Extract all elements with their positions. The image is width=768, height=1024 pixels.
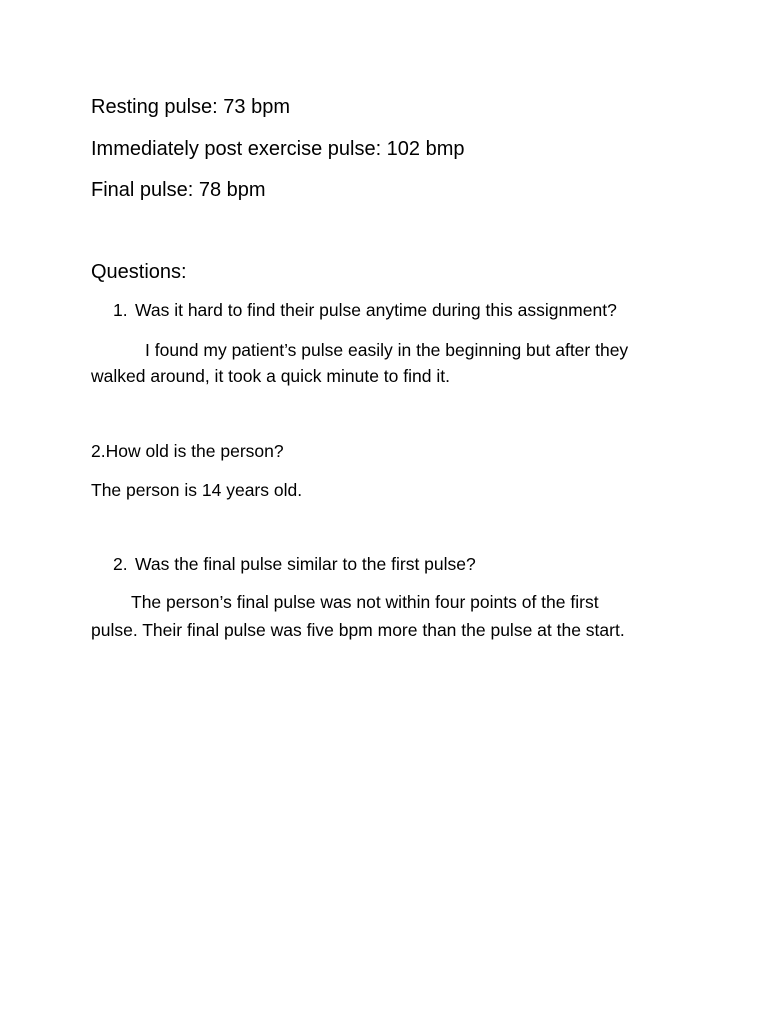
questions-heading: Questions: <box>91 261 187 283</box>
question-1 <box>113 302 617 320</box>
answer-2a-text: The person is 14 years old. <box>91 480 303 500</box>
answer-1-line-1: I found my patient’s pulse easily in the beginning but after they <box>145 340 629 360</box>
question-2b-number: 2. <box>113 554 128 574</box>
final-pulse-text: Final pulse: 78 bpm <box>91 179 266 201</box>
question-2b <box>113 556 476 574</box>
question-1-number: 1. <box>113 300 128 320</box>
answer-1-line-2: walked around, it took a quick minute to find it. <box>91 366 450 386</box>
question-2a-text: 2.How old is the person? <box>91 441 284 461</box>
resting-pulse-text: Resting pulse: 73 bpm <box>91 96 291 118</box>
question-2b-text: Was the final pulse similar to the first pulse? <box>135 554 476 574</box>
question-1-text: Was it hard to find their pulse anytime during this assignment? <box>135 300 617 320</box>
answer-2b-line-1: The person’s final pulse was not within four points of the first <box>131 592 599 612</box>
answer-2b-line-2: pulse. Their final pulse was five bpm more than the pulse at the start. <box>91 620 625 640</box>
post-exercise-pulse-text: Immediately post exercise pulse: 102 bmp <box>91 138 465 160</box>
